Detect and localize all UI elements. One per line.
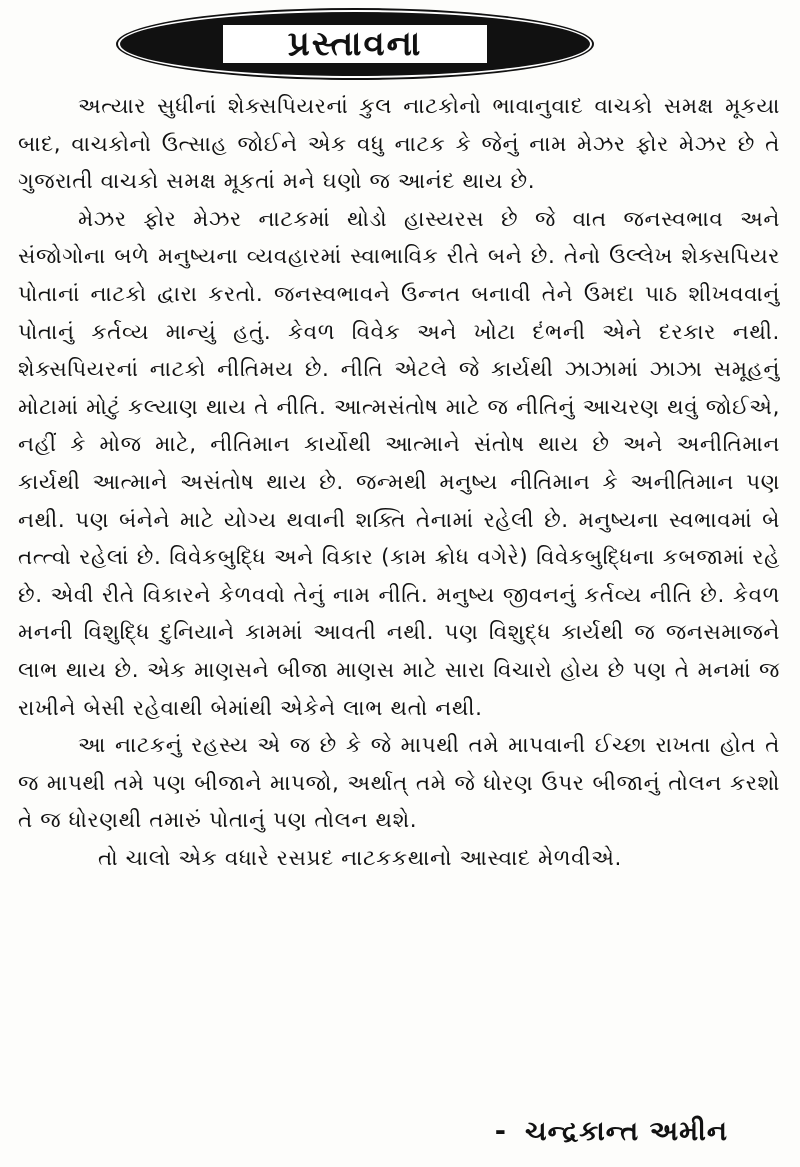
preface-body	[18, 88, 780, 877]
paragraph-moral: આ નાટકનું રહસ્ય એ જ છે કે જે માપથી તમે માપવાની ઈચ્છા રાખતા હોત તે જ માપથી તમે પણ બીજાને માપજો, અર્થાત્ તમે જે ધોરણ ઉપર બીજાનું તોલન કરશો તે જ ધોરણથી તમારું પોતાનું પણ તોલન થશે.	[18, 733, 780, 834]
page-title: પ્રસ્તાવના	[287, 24, 423, 64]
signature-dash: -	[494, 1116, 508, 1147]
title-box	[220, 22, 490, 66]
author-signature	[495, 1116, 728, 1148]
paragraph-main: મેઝર ફોર મેઝર નાટકમાં થોડો હાસ્યરસ છે જે વાત જનસ્વભાવ અને સંજોગોના બળે મનુષ્યના વ્યવહારમાં સ્વાભાવિક રીતે બને છે. તેનો ઉલ્લેખ શેક્સપિયર પોતાનાં નાટકો દ્વારા કરતો. જનસ્વભાવને ઉન્નત બનાવી તેને ઉમદા પાઠ શીખવવાનું પોતાનું કર્તવ્ય માન્યું હતું. કેવળ વિવેક અને ખોટા દંભની એને દરકાર નથી. શેક્સપિયરનાં નાટકો નીતિમય છે. નીતિ એટલે જે કાર્યથી ઝાઝામાં ઝાઝા સમૂહનું મોટામાં મોટું કલ્યાણ થાય તે નીતિ. આત્મસંતોષ માટે જ નીતિનું આચરણ થવું જોઈએ, નહીં કે મોજ માટે, નીતિમાન કાર્યોથી આત્માને સંતોષ થાય છે અને અનીતિમાન કાર્યથી આત્માને અસંતોષ થાય છે. જન્મથી મનુષ્ય નીતિમાન કે અનીતિમાન પણ નથી. પણ બંનેને માટે યોગ્ય થવાની શક્તિ તેનામાં રહેલી છે. મનુષ્યના સ્વભાવમાં બે તત્ત્વો રહેલાં છે. વિવેકબુદ્ધિ અને વિકાર (કામ ક્રોધ વગેરે) વિવેકબુદ્ધિના કબજામાં રહે છે. એવી રીતે વિકારને કેળવવો તેનું નામ નીતિ. મનુષ્ય જીવનનું કર્તવ્ય નીતિ છે. કેવળ મનની વિશુદ્ધિ દુનિયાને કામમાં આવતી નથી. પણ વિશુદ્ધ કાર્યથી જ જનસમાજને લાભ થાય છે. એક માણસને બીજા માણસ માટે સારા વિચારો હોય છે પણ તે મનમાં જ રાખીને બેસી રહેવાથી બેમાંથી એકેને લાભ થતો નથી.	[18, 206, 780, 721]
author-name: ચન્દ્રકાન્ત અમીન	[525, 1116, 728, 1147]
paragraph-intro: અત્યાર સુધીનાં શેક્સપિયરનાં કુલ નાટકોનો ભાવાનુવાદ વાચકો સમક્ષ મૂકયા બાદ, વાચકોનો ઉત્સાહ જોઈને એક વધુ નાટક કે જેનું નામ મેઝર ફોર મેઝર છે તે ગુજરાતી વાચકો સમક્ષ મૂકતાં મને ઘણો જ આનંદ થાય છે.	[18, 94, 780, 195]
paragraph-closing: તો ચાલો એક વધારે રસપ્રદ નાટકકથાનો આસ્વાદ મેળવીએ.	[98, 845, 622, 871]
title-banner	[120, 12, 590, 76]
